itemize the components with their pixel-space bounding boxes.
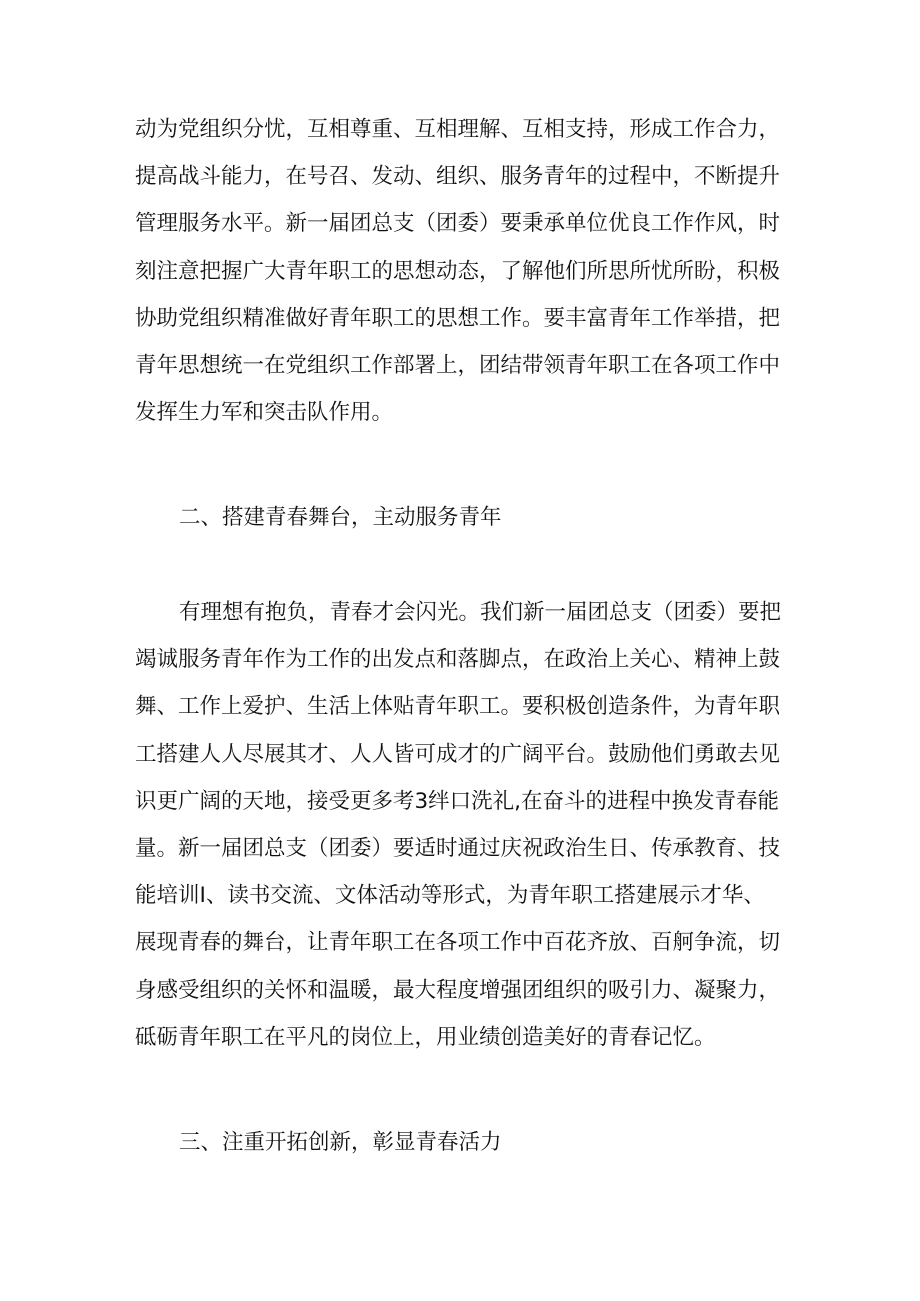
paragraph-continued	[135, 106, 795, 436]
paragraph-line: 发挥生力军和突击队作用。	[135, 400, 394, 426]
paragraph-line: 竭诚服务青年作为工作的出发点和落脚点，在政治上关心、精神上鼓	[135, 647, 781, 673]
paragraph-line: 协助党组织精准做好青年职工的思想工作。要丰富青年工作举措，把	[135, 305, 781, 331]
paragraph-line: 身感受组织的关怀和温暖，最大程度增强团组织的吸引力、凝聚力，	[135, 977, 781, 1003]
paragraph-line: 刻注意把握广大青年职工的思想动态，了解他们所思所忧所盼，积极	[135, 258, 781, 284]
paragraph-line: 能培训I、读书交流、文体活动等形式，为青年职工搭建展示才华、	[135, 883, 765, 909]
paragraph-line: 管理服务水平。新一届团总支（团委）要秉承单位优良工作作风，时	[135, 211, 781, 237]
paragraph-line: 识更广阔的天地，接受更多考3绊口洗礼,在奋斗的进程中换发青春能	[135, 788, 780, 814]
paragraph-line: 有理想有抱负，青春才会闪光。我们新一届团总支（团委）要把	[179, 600, 782, 625]
paragraph-line: 提高战斗能力，在号召、发动、组织、服务青年的过程中，不断提升	[135, 164, 781, 190]
paragraph-line: 展现青春的舞台，让青年职工在各项工作中百花齐放、百舸争流，切	[135, 930, 781, 956]
paragraph-line: 砥砺青年职工在平凡的岗位上，用业绩创造美好的青春记忆。	[135, 1024, 716, 1050]
paragraph-2	[135, 589, 795, 1061]
paragraph-line: 量。新一届团总支（团委）要适时通过庆祝政治生日、传承教育、技	[135, 835, 781, 861]
section-heading-3: 三、注重开拓创新，彰显青春活力	[179, 1130, 502, 1155]
paragraph-line: 动为党组织分忧，互相尊重、互相理解、互相支持，形成工作合力，	[135, 117, 781, 142]
paragraph-line: 青年思想统一在党组织工作部署上，团结带领青年职工在各项工作中	[135, 352, 781, 378]
paragraph-line: 工搭建人人尽展其才、人人皆可成才的广阔平台。鼓励他们勇敢去见	[135, 741, 781, 767]
paragraph-line: 舞、工作上爱护、生活上体贴青年职工。要积极创造条件，为青年职	[135, 694, 781, 720]
section-heading-2: 二、搭建青春舞台，主动服务青年	[179, 505, 502, 530]
